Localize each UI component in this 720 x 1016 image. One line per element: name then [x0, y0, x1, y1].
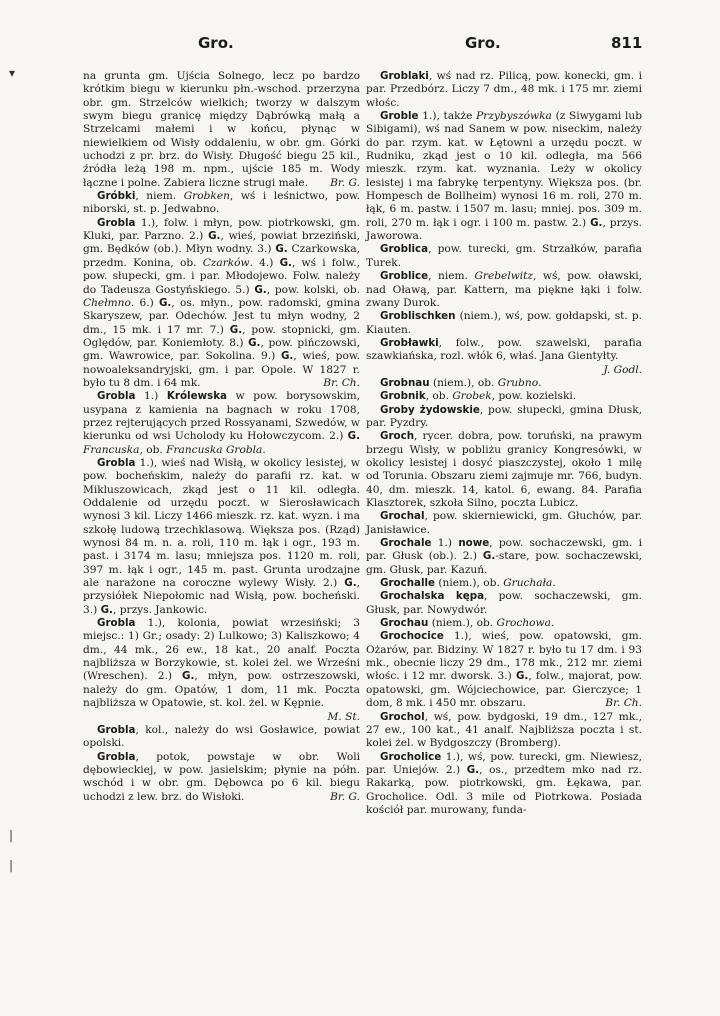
author-signature: Br. G.	[330, 790, 360, 803]
entry-italic-text: Grochowa	[496, 617, 551, 630]
page-number: 811	[611, 34, 643, 52]
entry-text: , przys. Jaworowa.	[366, 216, 643, 243]
entry-text: , ob.	[139, 443, 167, 456]
entry-grobnik	[366, 390, 642, 403]
entry-grochocice	[366, 630, 642, 710]
entry-headword: G.	[466, 763, 480, 776]
entry-grobla_potok	[83, 751, 360, 804]
entry-text: 1.), wieś, pow. opatowski, gm. Ożarów, par. Bidziny. W 1827 r. było tu 17 dm. i 93 mk., obecnie liczy 29 dm., 178 mk., 212 mr. ziemi włośc. i 12 mr. dworsk. 3.)	[366, 630, 642, 683]
entry-groblaki	[366, 70, 642, 110]
entry-headword: G.	[229, 323, 243, 336]
entry-headword: Grobnik	[380, 390, 426, 403]
entry-italic-text: Chełmno	[83, 296, 131, 309]
entry-headword: Grobla	[97, 750, 136, 763]
entry-groch	[366, 430, 642, 510]
entry-text: , rycer. dobra, pow. toruński, na prawym brzegu Wisły, w pobliżu granicy Kongresówki, w okolicy lesistej i dosyć piaszczystej, około 1 milę od Torunia. Obszaru ziemi zajmuje mr. 766, budyn. 40, dm. mieszk. 14, katol. 6, ewang. 84. Parafia Klasztorek, szkoła Silno, poczta Lubicz.	[366, 430, 642, 509]
entry-text: , niem.	[428, 270, 475, 283]
entry-italic-text: Grebelwitz	[474, 270, 533, 283]
entry-text: .	[538, 376, 542, 389]
author-signature: Br. G.	[330, 176, 360, 189]
entry-headword: Groblice	[380, 270, 429, 283]
entry-headword: Grochal	[380, 510, 425, 523]
entry-text: , kol., należy do wsi Gosławice, powiat opolski.	[83, 723, 360, 750]
entry-text: , potok, powstaje w obr. Woli dębowieckiej, w pow. jasielskim; płynie na półn. wschód i w obr. gm. Dębowca po 6 kil. biegu uchodzi z lew. brz. do Wisłoki.	[83, 750, 360, 803]
entry-grobla_krol	[83, 390, 360, 457]
page-header	[0, 34, 720, 56]
entry-italic-text: Grubno	[497, 376, 539, 389]
entry-text: (niem.), ob.	[428, 617, 497, 630]
entry-text: , pow. pińczowski, gm. Wawrowice, par. Sokolina. 9.)	[83, 336, 360, 363]
entry-text: w pow. borysowskim, usypana z kamienia na bagnach w roku 1708, przez rejterujących przed Rossyanami, Szwedów, w kierunku od wsi Ucholody ku Hołowczycom. 2.)	[83, 390, 360, 443]
entry-grobki	[83, 190, 360, 217]
entry-text: 1.), wś, pow. turecki, gm. Niewiesz, par. Uniejów. 2.)	[366, 750, 642, 776]
entry-text: 1.), także	[418, 110, 477, 123]
entry-groble	[366, 110, 642, 243]
entry-headword: Grobla	[97, 216, 136, 229]
entry-text: .	[262, 443, 266, 456]
entry-headword: nowe	[458, 537, 490, 550]
entry-text: , pow. kolski, ob.	[266, 283, 360, 296]
entry-cont	[83, 70, 360, 190]
entry-headword: G.	[158, 296, 172, 309]
entry-headword: G.	[482, 550, 496, 563]
entry-headword: Grocholice	[380, 750, 442, 763]
entry-grochol	[366, 711, 642, 751]
author-signature: Br. Ch.	[605, 697, 642, 710]
entry-text: , folw., pow. szawelski, parafia szawkiańska, rozl. włók 6, właś. Jana Gientyłty.	[366, 336, 642, 363]
entry-text: 1.)	[135, 390, 167, 403]
entry-grobla1	[83, 217, 360, 390]
entry-text: , os., przedtem mko nad rz. Rakarką, pow. piotrkowski, gm. Łękawa, par. Grocholice. Odl. 3 mile od Piotrkowa. Posiada kościół par. murowany, funda-	[366, 763, 642, 816]
entry-text: , młyn, pow. ostrzeszowski, należy do gm. Opatów, 1 dom, 11 mk. Poczta najbliższa w Opatowie, st. kol. żel. w Kępnie.	[83, 670, 361, 710]
entry-text: 1.), wieś nad Wisłą, w okolicy lesistej, w pow. bocheńskim, należy do parafii rz. kat. w Mikluszowicach, zkąd jest o 11 kil. odległa. Oddalenie od urzędu poczt. w Sierosławicach wynosi 3 kil. Liczy 1466 mieszk. rz. kat. wyzn. i ma szkołę ludową trzechklasową. Większa pos. (Rząd) wynosi 84 m. n. a. roli, 110 m. łąk i ogr., 193 m. past. i 3174 m. lasu; mniejsza pos. 1120 m. roli, 397 m. łąk i ogr., 145 m. past. Grunta urodzajne ale narażone na coroczne wylewy Wisły. 2.)	[83, 456, 360, 590]
entry-headword: Królewska	[166, 390, 228, 403]
entry-text: 1.), kolonia, powiat wrzesiński; 3 miejsc.: 1) Gr.; osady: 2) Lulkowo; 3) Kaliszkowo; 4 dm., 44 mk., 26 ew., 18 kat., 20 analf. Poczta najbliższa w Borzykowie, st. kolei żel. we Wrześni (Wreschen). 2.)	[83, 617, 360, 683]
header-right-word: Gro.	[465, 34, 501, 52]
entry-headword: G.	[279, 256, 292, 269]
entry-text: .	[552, 577, 556, 590]
entry-headword: Grobla	[97, 390, 136, 403]
entry-grochau	[366, 617, 642, 630]
right-column	[366, 70, 642, 817]
entry-headword: G.	[100, 603, 113, 616]
entry-headword: Grochalska kępa	[380, 590, 485, 603]
entry-headword: G.	[275, 243, 288, 256]
entry-headword: G.	[590, 216, 603, 229]
entry-text: (niem.), ob.	[435, 577, 504, 590]
entry-headword: G.	[515, 670, 529, 683]
entry-headword: Groblaki	[380, 70, 429, 82]
entry-text: . 6.)	[130, 296, 159, 309]
entry-groblawki	[366, 337, 642, 377]
entry-text: na grunta gm. Ujścia Solnego, lecz po bardzo krótkim biegu w kierunku płn.-wschod. przerzyna obr. gm. Strzelców wielkich; tworzy w dalszym swym biegu granicę między Dąbrówką małą a Strzelcami małemi i w końcu, płynąc w niewielkiem od Wisły oddaleniu, w obr. gm. Górki uchodzi z pr. brz. do Wisły. Długość biegu 25 kil., źródła leżą 198 m. npm., ujście 185 m. Wody łączne i polne. Zabiera liczne strugi małe.	[83, 70, 360, 189]
entry-headword: G.	[344, 577, 357, 590]
entry-text: (niem.), wś, pow. gołdapski, st. p. Kiauten.	[366, 310, 642, 336]
entry-headword: Grochale	[380, 537, 432, 550]
author-signature: J. Godl.	[603, 363, 642, 376]
header-left-word: Gro.	[198, 34, 234, 52]
entry-text: , wś i folw., pow. słupecki, gm. i par. Młodojewo. Folw. należy do Tadeusza Gostyńskiego. 5.)	[83, 256, 360, 296]
entry-text: , wś nad rz. Pilicą, pow. konecki, gm. i par. Przedbórz. Liczy 7 dm., 48 mk. i 175 mr. ziemi włośc.	[366, 70, 642, 109]
entry-grochalska	[366, 590, 642, 617]
entry-headword: Groble	[380, 110, 419, 123]
entry-text: , os. młyn., pow. radomski, gmina Skaryszew, par. Odechów. Jest tu młyn wodny, 2 dm., 15 mk. i 17 mr. 7.)	[83, 296, 361, 336]
entry-text: , folw., majorat, pow. opatowski, gm. Wójciechowice, par. Gierczyce; 1 dom, 8 mk. i 450 mr. obszaru.	[366, 670, 642, 710]
margin-mark: |	[9, 828, 14, 842]
entry-text: , pow. sochaczewski, gm. Głusk, par. Nowydwór.	[366, 590, 642, 616]
entry-grochalle	[366, 577, 642, 590]
entry-headword: Grobla	[97, 617, 136, 630]
entry-headword: Groblica	[380, 243, 429, 256]
entry-text: , pow. skierniewicki, gm. Głuchów, par. Janisławice.	[366, 510, 642, 536]
entry-text: , przysiółek Niepołomic nad Wisłą, pow. bocheński. 3.)	[83, 577, 360, 616]
entry-text: , ob.	[425, 390, 453, 403]
entry-grochale	[366, 537, 642, 577]
author-signature: M. St.	[327, 710, 360, 723]
entry-italic-text: Grobek	[452, 390, 492, 403]
entry-text: Czarkowska, przedm. Konina, ob.	[83, 243, 360, 269]
entry-headword: G.	[347, 430, 360, 443]
entry-grobla_wrzes	[83, 617, 360, 724]
entry-headword: Grobla	[97, 723, 136, 736]
entry-headword: G.	[248, 336, 261, 349]
entry-grocholice	[366, 751, 642, 818]
entry-text: -stare, pow. sochaczewski, gm. Głusk, par. Kazuń.	[366, 550, 642, 576]
entry-text: , pow. słupecki, gmina Dłusk, par. Pyzdry.	[366, 403, 642, 429]
entry-groby	[366, 404, 642, 431]
entry-text: . 4.)	[249, 256, 280, 269]
entry-text: 1.)	[431, 537, 459, 550]
entry-text: , wieś, powiat brzeziński, gm. Będków (ob.). Młyn wodny. 3.)	[83, 230, 360, 256]
entry-grochal	[366, 510, 642, 537]
entry-text: , pow. turecki, gm. Strzałków, parafia Turek.	[366, 243, 642, 269]
entry-italic-text: Grobken	[183, 190, 230, 203]
entry-text: , niem.	[135, 190, 184, 203]
entry-text: , pow. sochaczewski, gm. i par. Głusk (ob.). 2.)	[366, 537, 642, 563]
entry-text: .	[550, 617, 555, 630]
entry-grobla_wisla	[83, 457, 360, 617]
entry-headword: G.	[280, 350, 294, 363]
entry-headword: G.	[182, 670, 195, 683]
entry-headword: Grochalle	[380, 577, 436, 590]
author-signature: Br. Ch.	[323, 376, 360, 389]
entry-headword: Grobla	[97, 456, 136, 469]
entry-headword: G.	[208, 230, 221, 243]
entry-text: 1.), folw. i młyn, pow. piotrkowski, gm. Kluki, par. Parzno. 2.)	[83, 216, 360, 243]
entry-headword: Grobnau	[380, 376, 430, 389]
entry-italic-text: Francuska Grobla	[166, 443, 263, 456]
entry-headword: Groby żydowskie	[380, 403, 480, 416]
entry-italic-text: Przybyszówka	[476, 110, 552, 123]
entry-text: , pow. kozielski.	[491, 390, 577, 403]
entry-text: , wieś, pow. nowoaleksandryjski, gm. i par. Opole. W 1827 r. było tu 8 dm. i 64 mk.	[83, 350, 361, 389]
entry-headword: Groch	[380, 430, 415, 443]
margin-mark: |	[9, 858, 14, 872]
entry-text: (z Siwygami lub Sibigami), wś nad Sanem w pow. niseckim, należy do par. rzym. kat. w Łętowni a urzędu poczt. w Rudniku, zkąd jest o 10 kil. odległa, ma 566 mieszk. rzym. kat. wyznania. Leży w okolicy lesistej i ma fabrykę terpentyny. Większa pos. (br. Hompesch de Bollheim) wynosi 16 m. roli, 270 m. łąk, 6 m. pastw. i 1507 m. lasu; mniej. pos. 309 m. roli, 270 m. łąk i ogr. i 100 m. pastw. 2.)	[366, 110, 642, 229]
entry-headword: Grochol	[380, 710, 425, 723]
entry-groblica	[366, 243, 642, 270]
entry-italic-text: Francuska	[83, 443, 140, 456]
margin-mark: ▾	[9, 66, 16, 80]
entry-headword: G.	[254, 283, 267, 296]
entry-grobnau	[366, 377, 642, 390]
entry-groblischken	[366, 310, 642, 337]
entry-headword: Groblischken	[380, 310, 456, 323]
entry-text: (niem.), ob.	[429, 376, 498, 389]
left-column	[83, 70, 360, 804]
entry-italic-text: Gruchała	[503, 577, 553, 590]
entry-text: , wś, pow. oławski, nad Oławą, par. Kattern, ma piękne łąki i folw. zwany Durok.	[366, 270, 642, 309]
entry-text: , pow. stopnicki, gm. Oględów, par. Koniemłoty. 8.)	[83, 323, 360, 349]
entry-italic-text: Czarków	[202, 256, 250, 269]
entry-headword: Grochau	[380, 617, 429, 630]
entry-grobla_kol	[83, 724, 360, 751]
entry-text: , wś, pow. bydgoski, 19 dm., 127 mk., 27 ew., 100 kat., 41 analf. Najbliższa poczta i st. kolei żel. w Bydgoszczy (Bromberg).	[366, 710, 642, 750]
entry-text: , wś i leśnictwo, pow. niborski, st. p. Jedwabno.	[83, 190, 360, 216]
entry-text: , przys. Jankowic.	[112, 603, 208, 616]
entry-headword: Grochocice	[380, 630, 444, 643]
entry-headword: Grobławki	[380, 336, 439, 349]
entry-headword: Gróbki	[97, 190, 136, 203]
entry-groblice	[366, 270, 642, 310]
